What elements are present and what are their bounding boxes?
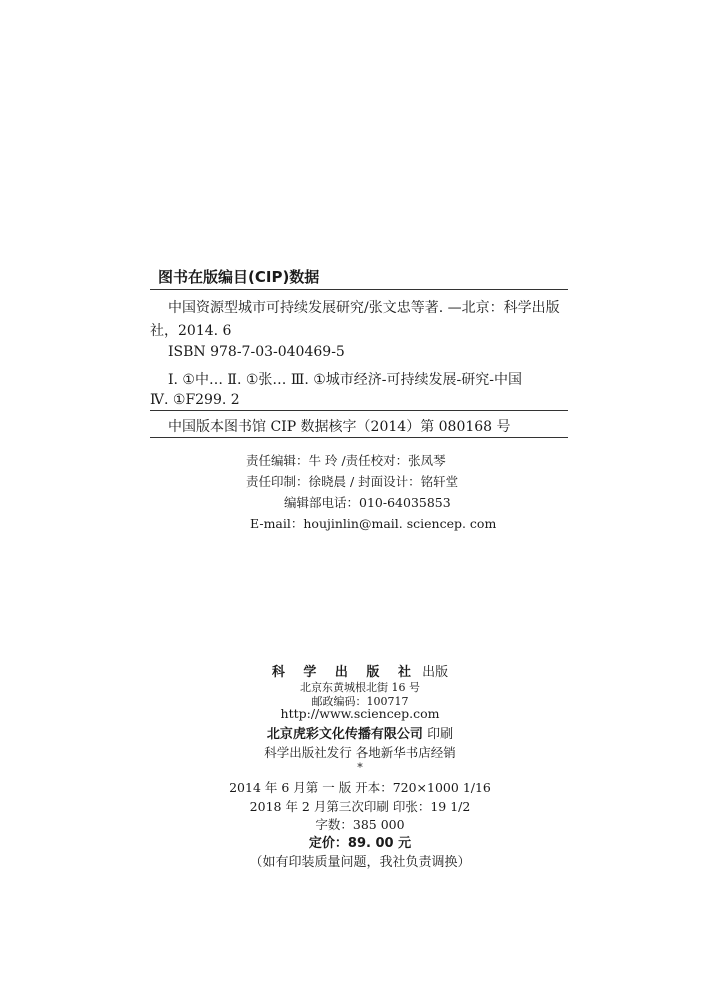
publisher-name: 科 学 出 版 社 (271, 665, 418, 680)
quality-notice: （如有印装质量问题，我社负责调换） (249, 855, 471, 870)
printer-suffix: 印刷 (427, 727, 454, 742)
edition-line: 2014 年 6 月第 一 版 开本：720×1000 1/16 (229, 780, 491, 795)
cip-description-line-1: 中国资源型城市可持续发展研究/张文忠等著. —北京：科学出版 (168, 300, 560, 316)
distribution-line: 科学出版社发行 各地新华书店经销 (264, 745, 456, 760)
credit-printing: 责任印制：徐晓晨 / 封面设计：铭轩堂 (246, 474, 459, 489)
cip-core-number: 中国版本图书馆 CIP 数据核字（2014）第 080168 号 (168, 419, 511, 435)
printer-line (0, 723, 720, 742)
cip-top-rule (150, 289, 568, 290)
price: 定价：89. 00 元 (308, 836, 412, 851)
cip-title: 图书在版编目(CIP)数据 (158, 268, 320, 286)
credit-editor: 责任编辑：牛 玲 /责任校对：张凤琴 (246, 453, 446, 468)
impression-line: 2018 年 2 月第三次印刷 印张：19 1/2 (249, 799, 471, 814)
cip-subject-line-1: Ⅰ. ①中… Ⅱ. ①张… Ⅲ. ①城市经济-可持续发展-研究-中国 (168, 372, 522, 388)
cip-mid-rule (150, 410, 568, 411)
editorial-phone: 编辑部电话：010-64035853 (284, 495, 451, 510)
publisher-line (0, 661, 720, 680)
separator-asterisk: * (357, 761, 363, 774)
publisher-address: 北京东黄城根北街 16 号 (300, 681, 420, 694)
publisher-url: http://www.sciencep.com (280, 706, 440, 721)
publisher-suffix: 出版 (422, 665, 449, 680)
printer-name: 北京虎彩文化传播有限公司 (266, 727, 423, 742)
cip-isbn: ISBN 978-7-03-040469-5 (168, 344, 345, 360)
cip-subject-line-2: Ⅳ. ①F299. 2 (150, 392, 240, 408)
cip-bottom-rule (150, 437, 568, 438)
word-count: 字数：385 000 (315, 817, 405, 832)
editorial-email: E-mail：houjinlin@mail. sciencep. com (250, 516, 497, 531)
cip-description-line-2: 社，2014. 6 (150, 323, 232, 339)
publisher-postcode: 邮政编码：100717 (311, 695, 409, 708)
